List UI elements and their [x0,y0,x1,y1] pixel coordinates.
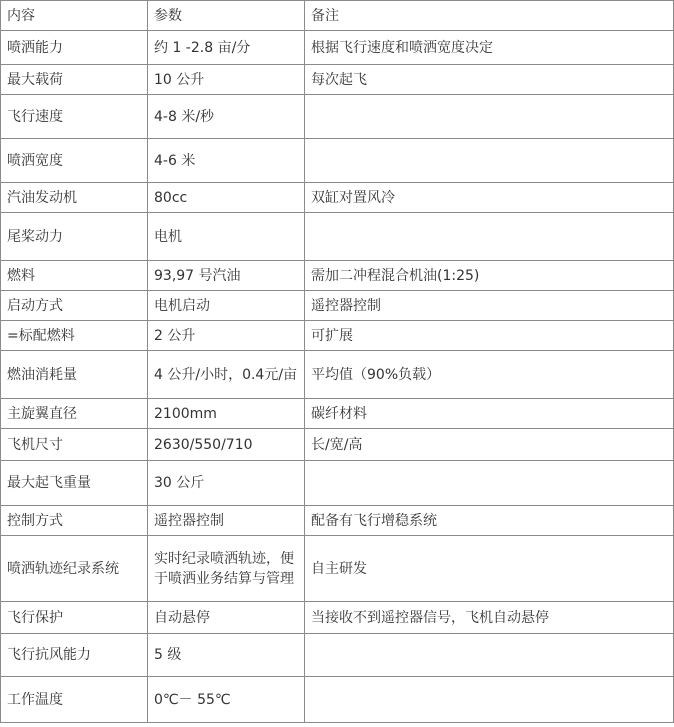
note-cell: 平均值（90%负载） [305,351,674,399]
param-cell: 5 级 [148,634,305,677]
table-row [1,31,674,65]
note-cell: 需加二冲程混合机油(1:25) [305,261,674,291]
note-cell: 长/宽/高 [305,429,674,461]
param-cell: 自动悬停 [148,602,305,634]
item-cell: =标配燃料 [1,321,148,351]
table-row [1,261,674,291]
table-row [1,95,674,139]
item-cell: 启动方式 [1,291,148,321]
note-cell [305,139,674,183]
param-cell: 2630/550/710 [148,429,305,461]
param-cell: 30 公斤 [148,461,305,506]
note-cell: 自主研发 [305,536,674,602]
param-cell: 2100mm [148,399,305,429]
item-cell: 喷洒能力 [1,31,148,65]
item-cell: 尾桨动力 [1,213,148,261]
param-cell: 约 1 -2.8 亩/分 [148,31,305,65]
item-cell: 喷洒轨迹纪录系统 [1,536,148,602]
item-cell: 飞机尺寸 [1,429,148,461]
note-cell: 配备有飞行增稳系统 [305,506,674,536]
note-cell: 每次起飞 [305,65,674,95]
table-row [1,461,674,506]
param-cell: 0℃－ 55℃ [148,677,305,723]
header-cell-note: 备注 [305,1,674,31]
table-row [1,536,674,602]
param-cell: 4-8 米/秒 [148,95,305,139]
item-cell: 汽油发动机 [1,183,148,213]
item-cell: 主旋翼直径 [1,399,148,429]
note-cell [305,461,674,506]
table-row [1,399,674,429]
param-cell: 电机启动 [148,291,305,321]
note-cell: 双缸对置风冷 [305,183,674,213]
param-cell: 4-6 米 [148,139,305,183]
table-row [1,321,674,351]
item-cell: 燃料 [1,261,148,291]
table-row [1,634,674,677]
table-header-row [1,1,674,31]
header-cell-item: 内容 [1,1,148,31]
note-cell: 可扩展 [305,321,674,351]
table-row [1,183,674,213]
param-cell: 80cc [148,183,305,213]
table-row [1,213,674,261]
note-cell: 根据飞行速度和喷洒宽度决定 [305,31,674,65]
item-cell: 飞行抗风能力 [1,634,148,677]
item-cell: 工作温度 [1,677,148,723]
param-cell: 遥控器控制 [148,506,305,536]
header-cell-param: 参数 [148,1,305,31]
note-cell [305,677,674,723]
table-row [1,351,674,399]
param-cell: 电机 [148,213,305,261]
table-row [1,139,674,183]
item-cell: 控制方式 [1,506,148,536]
note-cell [305,634,674,677]
param-cell: 4 公升/小时，0.4元/亩 [148,351,305,399]
item-cell: 喷洒宽度 [1,139,148,183]
note-cell [305,213,674,261]
table-row [1,506,674,536]
param-cell: 93,97 号汽油 [148,261,305,291]
note-cell: 碳纤材料 [305,399,674,429]
item-cell: 飞行保护 [1,602,148,634]
table-row [1,677,674,723]
item-cell: 燃油消耗量 [1,351,148,399]
table-row [1,429,674,461]
param-cell: 10 公升 [148,65,305,95]
note-cell: 当接收不到遥控器信号，飞机自动悬停 [305,602,674,634]
table-row [1,291,674,321]
param-cell: 2 公升 [148,321,305,351]
item-cell: 飞行速度 [1,95,148,139]
note-cell: 遥控器控制 [305,291,674,321]
table-row [1,602,674,634]
item-cell: 最大载荷 [1,65,148,95]
param-cell: 实时纪录喷洒轨迹，便于喷洒业务结算与管理 [148,536,305,602]
item-cell: 最大起飞重量 [1,461,148,506]
table-row [1,65,674,95]
note-cell [305,95,674,139]
